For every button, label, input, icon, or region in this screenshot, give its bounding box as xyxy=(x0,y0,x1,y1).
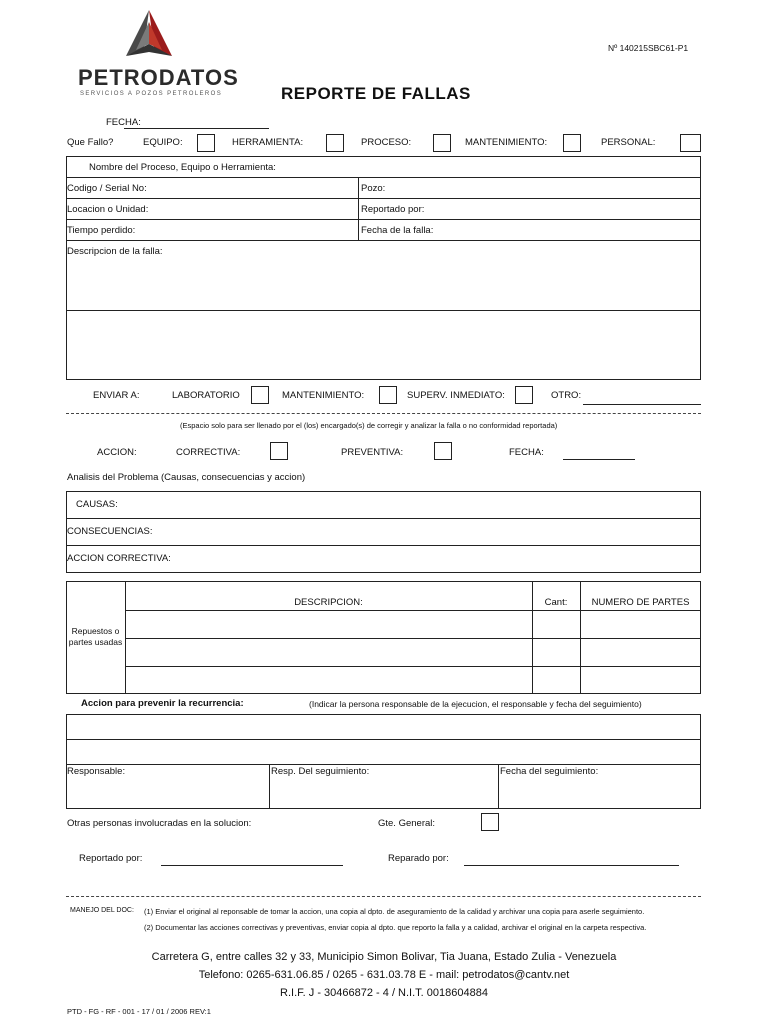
numero-partes-column-header: NUMERO DE PARTES xyxy=(591,597,690,608)
codigo-serial-label: Codigo / Serial No: xyxy=(67,183,147,194)
espacio-note: (Espacio solo para ser llenado por el (los) encargado(s) de corregir y analizar la falla o no conformidad reportada) xyxy=(180,421,558,430)
company-name: PETRODATOS xyxy=(78,65,239,90)
reportado-por-field[interactable] xyxy=(161,865,343,866)
manejo-line-2: (2) Documentar las acciones correctivas y preventivas, enviar copia al dpto. que reporto la falla y a calidad, archivar el original en la carpeta respectiva. xyxy=(144,923,647,932)
repuestos-label-1: Repuestos o xyxy=(71,626,120,636)
footer-rif: R.I.F. J - 30466872 - 4 / N.I.T. 0018604884 xyxy=(280,987,488,999)
otro-field[interactable] xyxy=(583,404,701,405)
enviar-mantenimiento-label: MANTENIMIENTO: xyxy=(282,390,365,401)
reparado-por-field[interactable] xyxy=(464,865,679,866)
reportado-por-firma-label: Reportado por: xyxy=(79,853,143,864)
accion-correctiva-label: ACCION CORRECTIVA: xyxy=(67,553,171,564)
que-fallo-label: Que Fallo? xyxy=(67,137,114,148)
equipo-label: EQUIPO: xyxy=(143,137,183,148)
responsable-label: Responsable: xyxy=(67,766,126,777)
equipo-checkbox[interactable] xyxy=(197,134,215,152)
petrodatos-logo-icon xyxy=(124,8,174,60)
personal-checkbox[interactable] xyxy=(680,134,701,152)
tiempo-perdido-label: Tiempo perdido: xyxy=(67,225,136,236)
herramienta-checkbox[interactable] xyxy=(326,134,344,152)
analisis-label: Analisis del Problema (Causas, consecuencias y accion) xyxy=(67,472,306,483)
divider-dashed-2 xyxy=(66,896,701,897)
prevencion-table xyxy=(66,714,701,809)
consecuencias-label: CONSECUENCIAS: xyxy=(67,526,153,537)
proceso-checkbox[interactable] xyxy=(433,134,451,152)
manejo-line-1: (1) Enviar el original al reponsable de tomar la accion, una copia al dpto. de aseguramiento de la calidad y archivar una copia para aserle seguimiento. xyxy=(144,907,645,916)
company-tagline: SERVICIOS A POZOS PETROLEROS xyxy=(80,91,223,97)
gte-general-label: Gte. General: xyxy=(378,818,436,829)
preventiva-label: PREVENTIVA: xyxy=(341,447,404,458)
mantenimiento-label: MANTENIMIENTO: xyxy=(465,137,548,148)
enviar-mantenimiento-checkbox[interactable] xyxy=(379,386,397,404)
otras-personas-label: Otras personas involucradas en la solucion: xyxy=(67,818,252,829)
accion-label: ACCION: xyxy=(97,447,137,458)
prevencion-hint: (Indicar la persona responsable de la ejecucion, el responsable y fecha del seguimiento) xyxy=(309,699,642,709)
resp-seguimiento-label: Resp. Del seguimiento: xyxy=(271,766,370,777)
mantenimiento-checkbox[interactable] xyxy=(563,134,581,152)
laboratorio-label: LABORATORIO xyxy=(172,390,240,401)
manejo-label: MANEJO DEL DOC: xyxy=(70,907,134,914)
descripcion-falla-label: Descripcion de la falla: xyxy=(67,246,163,257)
correctiva-label: CORRECTIVA: xyxy=(176,447,241,458)
page-title: REPORTE DE FALLAS xyxy=(281,84,471,103)
descripcion-column-header: DESCRIPCION: xyxy=(294,597,363,608)
footer-phone: Telefono: 0265-631.06.85 / 0265 - 631.03.78 E - mail: petrodatos@cantv.net xyxy=(198,969,570,981)
pozo-label: Pozo: xyxy=(361,183,386,194)
accion-fecha-label: FECHA: xyxy=(509,447,544,458)
document-number: Nº 140215SBC61-P1 xyxy=(608,43,689,53)
reportado-por-label: Reportado por: xyxy=(361,204,425,215)
correctiva-checkbox[interactable] xyxy=(270,442,288,460)
reparado-por-label: Reparado por: xyxy=(388,853,449,864)
personal-label: PERSONAL: xyxy=(601,137,656,148)
laboratorio-checkbox[interactable] xyxy=(251,386,269,404)
footer-address: Carretera G, entre calles 32 y 33, Municipio Simon Bolivar, Tia Juana, Estado Zulia - Venezuela xyxy=(151,951,617,963)
cant-column-header: Cant: xyxy=(544,597,568,608)
fecha-field[interactable] xyxy=(124,128,269,129)
fecha-seguimiento-label: Fecha del seguimiento: xyxy=(500,766,599,777)
nombre-proceso-label: Nombre del Proceso, Equipo o Herramienta: xyxy=(89,162,276,173)
fecha-label: FECHA: xyxy=(106,117,141,128)
otro-label: OTRO: xyxy=(551,390,582,401)
accion-fecha-field[interactable] xyxy=(563,459,635,460)
locacion-label: Locacion o Unidad: xyxy=(67,204,149,215)
proceso-label: PROCESO: xyxy=(361,137,412,148)
fecha-falla-label: Fecha de la falla: xyxy=(361,225,434,236)
herramienta-label: HERRAMIENTA: xyxy=(232,137,304,148)
gte-general-checkbox[interactable] xyxy=(481,813,499,831)
enviar-a-label: ENVIAR A: xyxy=(93,390,140,401)
causas-label: CAUSAS: xyxy=(76,499,118,510)
preventiva-checkbox[interactable] xyxy=(434,442,452,460)
prevencion-title: Accion para prevenir la recurrencia: xyxy=(81,698,244,709)
superv-inmediato-checkbox[interactable] xyxy=(515,386,533,404)
superv-inmediato-label: SUPERV. INMEDIATO: xyxy=(407,390,505,401)
footer-code: PTD - FG - RF - 001 - 17 / 01 / 2006 REV:1 xyxy=(67,1007,211,1016)
repuestos-label-2: partes usadas xyxy=(68,637,123,647)
divider-dashed xyxy=(66,413,701,414)
